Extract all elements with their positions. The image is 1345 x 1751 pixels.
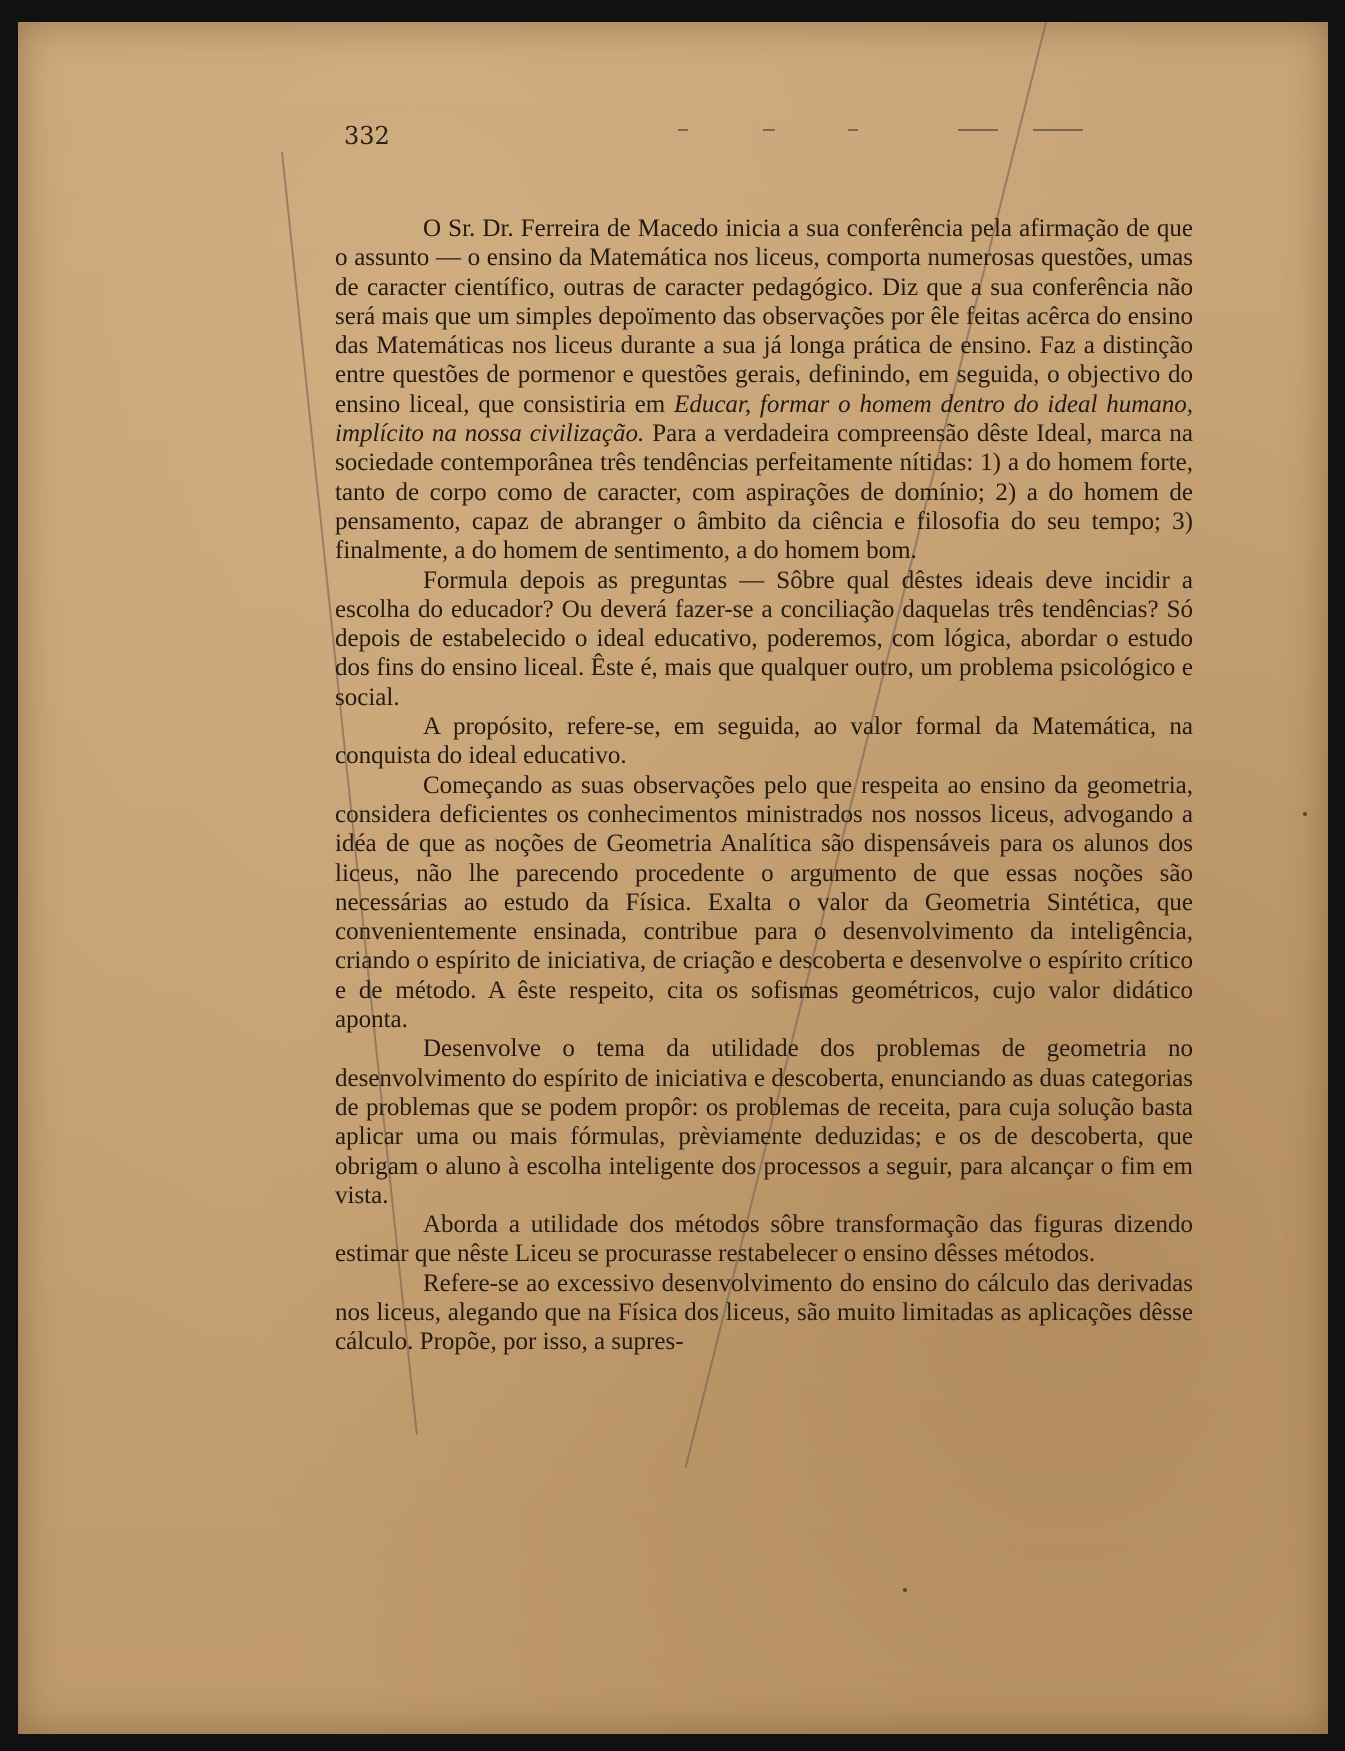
speck [903,1588,907,1592]
header-dash [763,129,775,131]
document-page [18,22,1328,1734]
paragraph: Aborda a utilidade dos métodos sôbre transformação das figuras dizendo estimar que nêste Liceu se procurasse restabelecer o ensino dêsses métodos. [335,1211,1193,1268]
paragraph: Desenvolve o tema da utilidade dos problemas de geometria no desenvolvimento do espírito de iniciativa e descoberta, enunciando as duas categorias de problemas que se podem propôr: os problemas de receita, para cuja solução basta aplicar uma ou mais fórmulas, prèviamente deduzidas; e os de descoberta, que obrigam o aluno à escolha inteligente dos processos a seguir, para alcançar o fim em vista. [335,1035,1193,1209]
body-text [335,214,1193,1357]
italic-phrase: Educar, formar o homem dentro do ideal humano, implícito na nossa civilização. [335,390,1194,448]
paragraph: A propósito, refere-se, em seguida, ao valor formal da Matemática, na conquista do ideal educativo. [335,713,1193,770]
header-dash [848,129,858,131]
page-number: 332 [344,122,390,150]
paragraph: Começando as suas observações pelo que respeita ao ensino da geometria, considera deficientes os conhecimentos ministrados nos nossos liceus, advogando a idéa de que as noções de Geometria Analítica são dispensáveis para os alunos dos liceus, não lhe parecendo procedente o argumento de que essas noções são necessárias ao estudo da Física. Exalta o valor da Geometria Sintética, que convenientemente ensinada, contribue para o desenvolvimento da inteligência, criando o espírito de iniciativa, de criação e descoberta e desenvolve o espírito crítico e de método. A êste respeito, cita os sofismas geométricos, cujo valor didático aponta. [335,771,1193,1034]
header-dash [678,129,688,131]
speck [1303,812,1307,816]
paragraph: Refere-se ao excessivo desenvolvimento do ensino do cálculo das derivadas nos liceus, alegando que na Física dos liceus, são muito limitadas as aplicações dêsse cálculo. Propõe, por isso, a supres- [335,1269,1193,1356]
header-dash [958,129,998,131]
paragraph: O Sr. Dr. Ferreira de Macedo inicia a sua conferência pela afirmação de que o assunto — o ensino da Matemática nos liceus, comporta numerosas questões, umas de caracter científico, outras de caracter pedagógico. Diz que a sua conferência não será mais que um simples depoïmento das observações por êle feitas acêrca do ensino das Matemáticas nos liceus durante a sua já longa prática de ensino. Faz a distinção entre questões de pormenor e questões gerais, definindo, em seguida, o objectivo do ensino liceal, que consistiria em Educar, formar o homem dentro do ideal humano, implícito na nossa civilização. Para a verdadeira compreensão dêste Ideal, marca na sociedade contemporânea três tendências perfeitamente nítidas: 1) a do homem forte, tanto de corpo como de caracter, com aspirações de domínio; 2) a do homem de pensamento, capaz de abranger o âmbito da ciência e filosofia do seu tempo; 3) finalmente, a do homem de sentimento, a do homem bom. [335,215,1194,565]
paragraph: Formula depois as preguntas — Sôbre qual dêstes ideais deve incidir a escolha do educador? Ou deverá fazer-se a conciliação daquelas três tendências? Só depois de estabelecido o ideal educativo, poderemos, com lógica, abordar o estudo dos fins do ensino liceal. Êste é, mais que qualquer outro, um problema psicológico e social. [335,566,1193,711]
header-dash [1033,129,1083,131]
